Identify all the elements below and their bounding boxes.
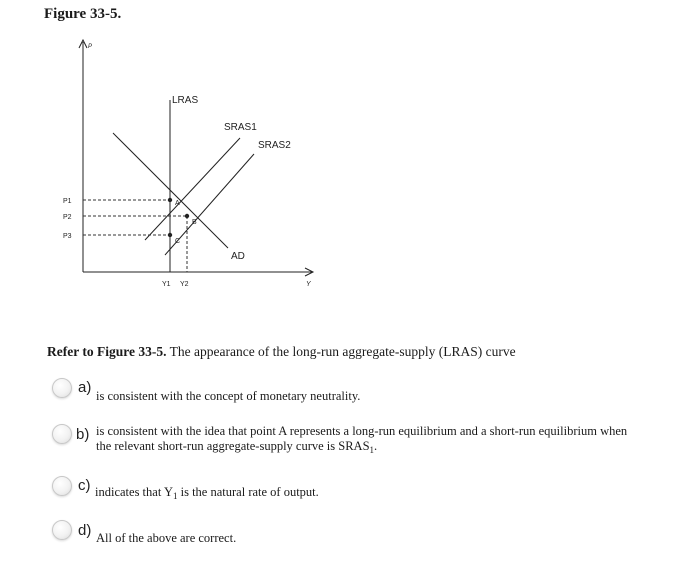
question-figure-ref: Figure 33-5. bbox=[96, 344, 167, 359]
option-c-radio[interactable] bbox=[52, 476, 72, 496]
p2-label: P2 bbox=[63, 214, 72, 221]
option-c-text bbox=[95, 485, 319, 504]
y2-label: Y2 bbox=[180, 281, 189, 288]
point-c-label: C bbox=[175, 238, 181, 245]
option-a-text: is consistent with the concept of monetary neutrality. bbox=[96, 389, 361, 403]
option-c-sub: 1 bbox=[173, 491, 178, 501]
figure-title: Figure 33-5. bbox=[44, 6, 122, 22]
y-axis-label: P bbox=[88, 44, 93, 50]
point-a-label: A bbox=[175, 200, 180, 207]
option-c-suffix: is the natural rate of output. bbox=[177, 485, 319, 499]
option-d-text: All of the above are correct. bbox=[96, 531, 237, 545]
question-text bbox=[47, 344, 687, 360]
point-b bbox=[185, 214, 189, 218]
option-b-radio[interactable] bbox=[52, 424, 72, 444]
point-c bbox=[168, 233, 172, 237]
option-d-letter: d) bbox=[78, 522, 92, 539]
option-a-radio[interactable] bbox=[52, 378, 72, 398]
option-b-line2-suffix: . bbox=[374, 439, 378, 453]
option-d-radio[interactable] bbox=[52, 520, 72, 540]
p3-label: P3 bbox=[63, 233, 72, 240]
option-b-line2-sub: 1 bbox=[369, 445, 375, 455]
sras2-label: SRAS2 bbox=[258, 140, 291, 151]
x-axis-label: Y bbox=[306, 281, 311, 288]
option-c-prefix: indicates that Y bbox=[95, 485, 173, 499]
option-b-letter: b) bbox=[76, 426, 90, 443]
option-a-letter: a) bbox=[78, 379, 92, 396]
sras1-label: SRAS1 bbox=[224, 122, 257, 133]
option-b-line1: is consistent with the idea that point A represents a long-run equilibrium and a short-run equilibrium when bbox=[96, 424, 628, 438]
option-c-letter: c) bbox=[78, 477, 91, 494]
lras-label: LRAS bbox=[172, 95, 199, 106]
point-b-label: B bbox=[192, 219, 197, 226]
option-b-line2: the relevant short-run aggregate-supply curve is SRAS bbox=[96, 439, 370, 453]
option-b-text bbox=[96, 424, 696, 458]
question-prefix: Refer to bbox=[47, 344, 94, 359]
point-a bbox=[168, 198, 172, 202]
ad-label: AD bbox=[231, 251, 245, 262]
question-body: The appearance of the long-run aggregate-supply (LRAS) curve bbox=[169, 344, 516, 359]
y1-label: Y1 bbox=[162, 281, 171, 288]
p1-label: P1 bbox=[63, 198, 72, 205]
